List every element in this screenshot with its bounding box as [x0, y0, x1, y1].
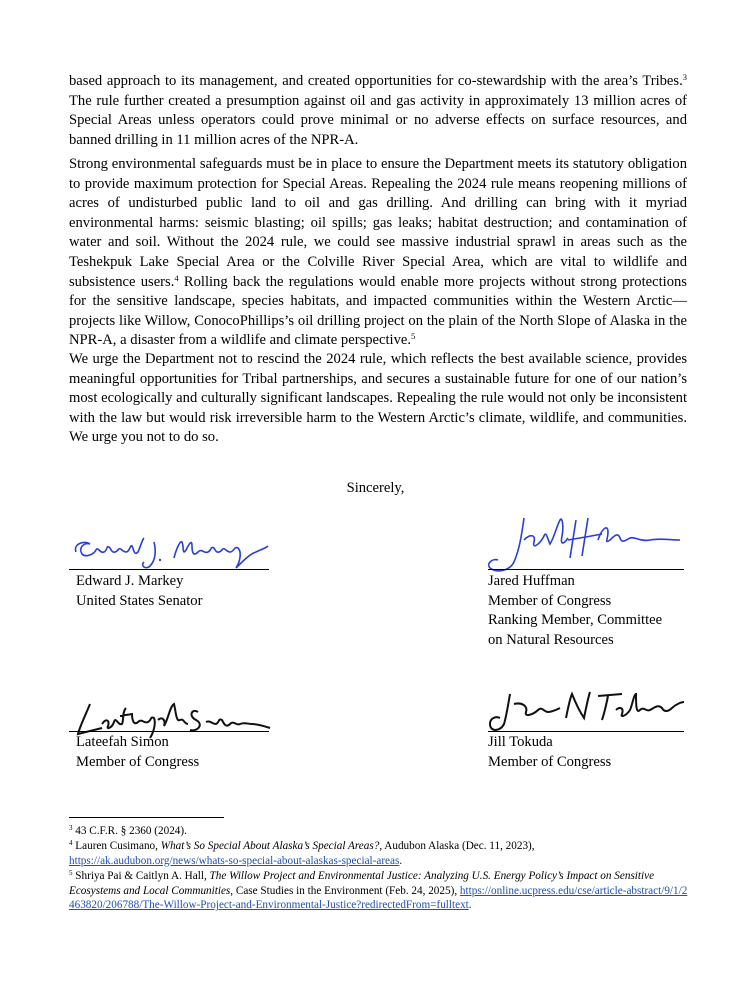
signature-line [488, 731, 684, 732]
signer-title: on Natural Resources [488, 631, 614, 648]
paragraph-text: based approach to its management, and created opportunities for co-stewardship with the area’s Tribes. [69, 73, 683, 89]
signer-name: Edward J. Markey [76, 573, 184, 589]
footnote-punct: . [468, 899, 472, 912]
paragraph-2 [69, 155, 687, 351]
footnote-ref-5[interactable]: 5 [411, 331, 416, 342]
signature-markey [70, 532, 270, 574]
footnote-title: The Willow Project and Environmental Justice: Analyzing U.S. Energy Policy’s Impact on Sensitive Ecosystems and Local Communities [69, 870, 655, 897]
footnote-source: , Case Studies in the Environment (Feb. 24, 2025), [230, 884, 460, 897]
signer-name: Jill Tokuda [488, 734, 553, 750]
signer-title: Ranking Member, Committee [488, 612, 663, 629]
paragraph-1 [69, 72, 687, 150]
paragraph-text: Strong environmental safeguards must be in place to ensure the Department meets its statutory obligation to provide maximum protection for Special Areas. Repealing the 2024 rule means reopening millions of acres of undisturbed public land to oil and gas drilling. And drilling can bring with it myriad environmental harms: seismic blasting; oil spills; gas leaks; habitat destruction; and contamination of water and soil. Without the 2024 rule, we could see massive industrial sprawl in areas such as the Teshekpuk Lake Special Area or the Colville River Special Area, which are vital to wildlife and subsistence users. [69, 156, 687, 290]
signer-simon [76, 733, 199, 772]
closing: Sincerely, [346, 480, 405, 496]
footnote-5 [69, 869, 689, 913]
signature-line [69, 731, 269, 732]
footnote-3 [69, 824, 689, 839]
signer-title: United States Senator [76, 592, 203, 609]
footnote-author: Lauren Cusimano, [75, 840, 161, 852]
footnote-ref-3[interactable]: 3 [682, 72, 687, 82]
signer-name: Lateefah Simon [76, 734, 169, 750]
signature-line [488, 569, 684, 570]
paragraph-3 [69, 350, 687, 448]
footnote-number: 4 [69, 839, 73, 847]
paragraph-text: The rule further created a presumption against oil and gas activity in approximately 13 million acres of Special Areas unless operators could prove minimal or no adverse effects on surface resources, and banned drilling in 11 million acres of the NPR-A. [69, 92, 687, 148]
signer-markey [76, 572, 202, 611]
footnote-text: 43 C.F.R. § 2360 (2024). [75, 825, 187, 837]
footnote-4 [69, 839, 689, 868]
footnote-number: 5 [69, 869, 73, 877]
footnote-number: 3 [69, 824, 73, 832]
footnote-author: Shriya Pai & Caitlyn A. Hall, [75, 870, 210, 882]
signer-tokuda [488, 733, 611, 772]
footnote-link[interactable]: https://online.ucpress.edu/cse/article-abstract/9/1/2463820/206788/The-Willow-Project-and-Environmental-Justice?redirectedFrom=fulltext [69, 884, 688, 912]
signer-title: Member of Congress [76, 753, 200, 770]
signer-title: Member of Congress [488, 592, 612, 609]
footnote-title: What’s So Special About Alaska’s Special Areas? [160, 840, 380, 852]
footnote-source: , Audubon Alaska (Dec. 11, 2023), [379, 840, 535, 852]
footnote-ref-4[interactable]: 4 [174, 272, 179, 283]
paragraph-text: Rolling back the regulations would enable more projects without strong protections for the sensitive landscape, species habitats, and impacted communities within the Western Arctic—projects like Willow, ConocoPhillips’s oil drilling project on the plain of the North Slope of Alaska in the NPR-A, a disaster from a wildlife and climate perspective. [69, 273, 687, 349]
signer-name: Jared Huffman [488, 573, 575, 589]
footnote-punct: . [399, 854, 403, 867]
footnote-divider [69, 817, 224, 818]
signer-title: Member of Congress [488, 753, 612, 770]
paragraph-text: We urge the Department not to rescind the 2024 rule, which reflects the best available science, provides meaningful opportunities for Tribal partnerships, and secures a sustainable future for one of our nation’s most ecologically and culturally significant landscapes. Repealing the rule would not only be inconsistent with the law but would risk irreversible harm to the Western Arctic’s climate, wildlife, and communities. We urge you not to do so. [69, 351, 687, 446]
footnote-link[interactable]: https://ak.audubon.org/news/whats-so-special-about-alaskas-special-areas [69, 854, 400, 867]
signature-line [69, 569, 269, 570]
signer-huffman [488, 572, 662, 650]
